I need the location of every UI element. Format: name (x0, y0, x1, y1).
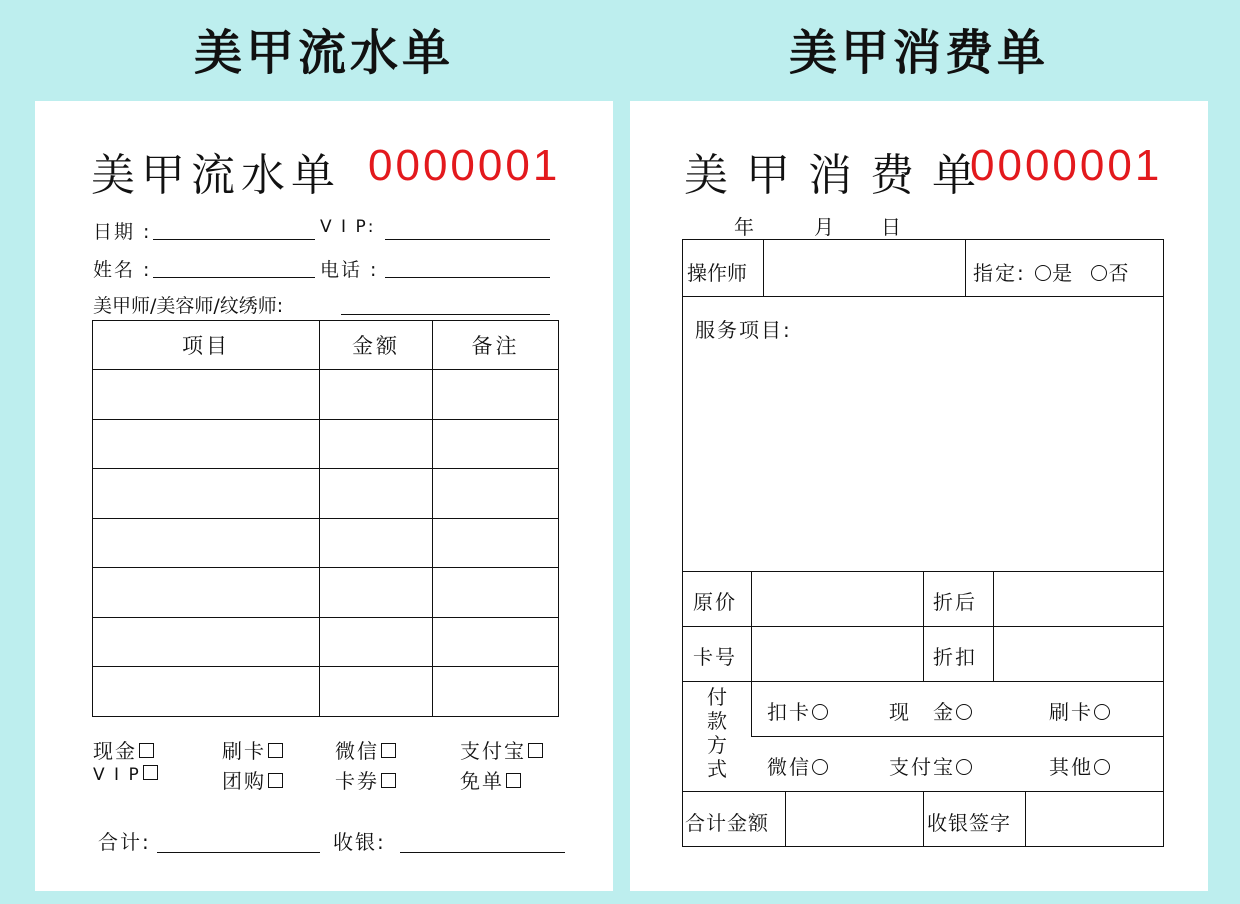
operator-label: 操作师 (687, 261, 747, 285)
table-divider (965, 240, 966, 296)
note-cell[interactable] (433, 568, 559, 618)
pay-option-wechat[interactable] (335, 735, 396, 764)
pay-option-alipay[interactable] (460, 735, 543, 764)
cashier-sign-label: 收银签字 (927, 811, 1011, 835)
amount-cell[interactable] (320, 419, 433, 469)
column-header: 备注 (433, 321, 559, 370)
pay-option-cash[interactable] (889, 696, 973, 725)
note-cell[interactable] (433, 419, 559, 469)
table-divider (683, 296, 1163, 297)
phone-line[interactable] (385, 277, 550, 278)
radio-circle-icon (1094, 759, 1110, 775)
pay-option-label: 扣卡 (767, 700, 811, 724)
amount-cell[interactable] (320, 568, 433, 618)
radio-circle-icon (812, 704, 828, 720)
pay-option-label: V I P (93, 765, 141, 785)
column-header: 金额 (320, 321, 433, 370)
pay-option-label: 现 金 (889, 700, 955, 724)
service-label: 服务项目: (695, 318, 792, 342)
card-number-label: 卡号 (693, 645, 737, 669)
table-row (93, 469, 559, 519)
pay-method-char: 款 (707, 709, 729, 733)
pay-option-card-deduct[interactable] (767, 696, 829, 725)
radio-label: 否 (1108, 261, 1131, 285)
pay-method-char: 付 (707, 685, 729, 709)
radio-circle-icon (1094, 704, 1110, 720)
vip-label: V I P: (320, 217, 376, 237)
checkbox-icon (143, 765, 158, 780)
amount-cell[interactable] (320, 667, 433, 717)
amount-cell[interactable] (320, 617, 433, 667)
day-label: 日 (881, 215, 903, 239)
pay-option-cash[interactable] (93, 735, 154, 764)
amount-cell[interactable] (320, 370, 433, 420)
pay-option-label: 免单 (460, 769, 504, 793)
note-cell[interactable] (433, 617, 559, 667)
phone-label: 电话 : (320, 259, 379, 281)
note-cell[interactable] (433, 518, 559, 568)
pay-option-label: 其他 (1049, 755, 1093, 779)
amount-cell[interactable] (320, 469, 433, 519)
date-line[interactable] (153, 239, 315, 240)
item-cell[interactable] (93, 419, 320, 469)
checkbox-icon (268, 773, 283, 788)
pay-option-other[interactable] (1049, 751, 1111, 780)
flow-slip-number: 0000001 (368, 141, 561, 190)
item-cell[interactable] (93, 370, 320, 420)
pay-option-group[interactable] (222, 765, 283, 794)
cashier-label: 收银: (333, 830, 386, 854)
pay-method-char: 方 (707, 733, 729, 757)
note-cell[interactable] (433, 370, 559, 420)
cashier-line[interactable] (400, 852, 565, 853)
name-line[interactable] (153, 277, 315, 278)
item-cell[interactable] (93, 518, 320, 568)
pay-option-label: 刷卡 (1049, 700, 1093, 724)
column-header: 项目 (93, 321, 320, 370)
pay-method-char: 式 (707, 757, 729, 781)
flow-slip-title: 美甲流水单 (91, 150, 341, 201)
note-cell[interactable] (433, 667, 559, 717)
note-cell[interactable] (433, 469, 559, 519)
table-divider (1025, 791, 1026, 846)
table-divider (993, 571, 994, 681)
vip-line[interactable] (385, 239, 550, 240)
pay-option-swipe[interactable] (1049, 696, 1111, 725)
pay-option-vip[interactable] (93, 765, 158, 785)
table-divider (751, 571, 752, 736)
pay-option-wechat[interactable] (767, 751, 829, 780)
checkbox-icon (381, 773, 396, 788)
pay-option-label: 团购 (222, 769, 266, 793)
table-divider (683, 681, 1163, 682)
table-row (93, 667, 559, 717)
month-label: 月 (814, 215, 836, 239)
pay-option-alipay[interactable] (889, 751, 973, 780)
pay-option-label: 卡券 (335, 769, 379, 793)
checkbox-icon (139, 743, 154, 758)
pay-option-coupon[interactable] (335, 765, 396, 794)
radio-circle-icon (1035, 265, 1051, 281)
after-discount-label: 折后 (933, 590, 977, 614)
table-divider (923, 791, 924, 846)
table-row (93, 419, 559, 469)
right-slip-heading: 美甲消费单 (788, 25, 1049, 81)
year-label: 年 (734, 215, 756, 239)
pay-option-label: 刷卡 (222, 739, 266, 763)
pay-option-free[interactable] (460, 765, 521, 794)
table-divider (785, 791, 786, 846)
radio-circle-icon (956, 704, 972, 720)
table-divider (923, 571, 924, 681)
table-row (93, 518, 559, 568)
staff-label: 美甲师/美容师/纹绣师: (93, 295, 284, 317)
item-cell[interactable] (93, 617, 320, 667)
pay-option-label: 现金 (93, 739, 137, 763)
pay-option-label: 支付宝 (460, 739, 526, 763)
amount-cell[interactable] (320, 518, 433, 568)
item-cell[interactable] (93, 667, 320, 717)
staff-line[interactable] (341, 314, 550, 315)
designate-yes-option[interactable] (1034, 261, 1074, 285)
consumption-slip-title: 美 甲 消 费 单 (684, 150, 978, 201)
radio-circle-icon (956, 759, 972, 775)
table-row (93, 568, 559, 618)
original-price-label: 原价 (693, 590, 737, 614)
consumption-slip-number: 0000001 (970, 141, 1163, 190)
table-divider (763, 240, 764, 296)
flow-slip (35, 101, 613, 891)
left-slip-heading: 美甲流水单 (193, 25, 454, 81)
table-divider (751, 736, 1163, 737)
total-amount-label: 合计金额 (685, 811, 769, 835)
consumption-table (682, 239, 1164, 847)
item-cell[interactable] (93, 469, 320, 519)
pay-option-label: 微信 (335, 739, 379, 763)
checkbox-icon (268, 743, 283, 758)
date-label: 日期 : (93, 221, 152, 243)
item-cell[interactable] (93, 568, 320, 618)
radio-circle-icon (1091, 265, 1107, 281)
item-table (92, 320, 559, 717)
total-line[interactable] (157, 852, 320, 853)
pay-option-label: 微信 (767, 755, 811, 779)
table-row (93, 370, 559, 420)
checkbox-icon (528, 743, 543, 758)
designate-no-option[interactable] (1090, 261, 1130, 285)
name-label: 姓名 : (93, 259, 152, 281)
pay-option-label: 支付宝 (889, 755, 955, 779)
consumption-slip (630, 101, 1208, 891)
checkbox-icon (381, 743, 396, 758)
radio-circle-icon (812, 759, 828, 775)
designate-label: 指定: (973, 261, 1026, 285)
table-row (93, 617, 559, 667)
discount-label: 折扣 (933, 645, 977, 669)
designate-field (973, 257, 1130, 286)
pay-method-label (707, 685, 729, 781)
checkbox-icon (506, 773, 521, 788)
radio-label: 是 (1052, 261, 1075, 285)
pay-option-card[interactable] (222, 735, 283, 764)
total-label: 合计: (98, 830, 151, 854)
